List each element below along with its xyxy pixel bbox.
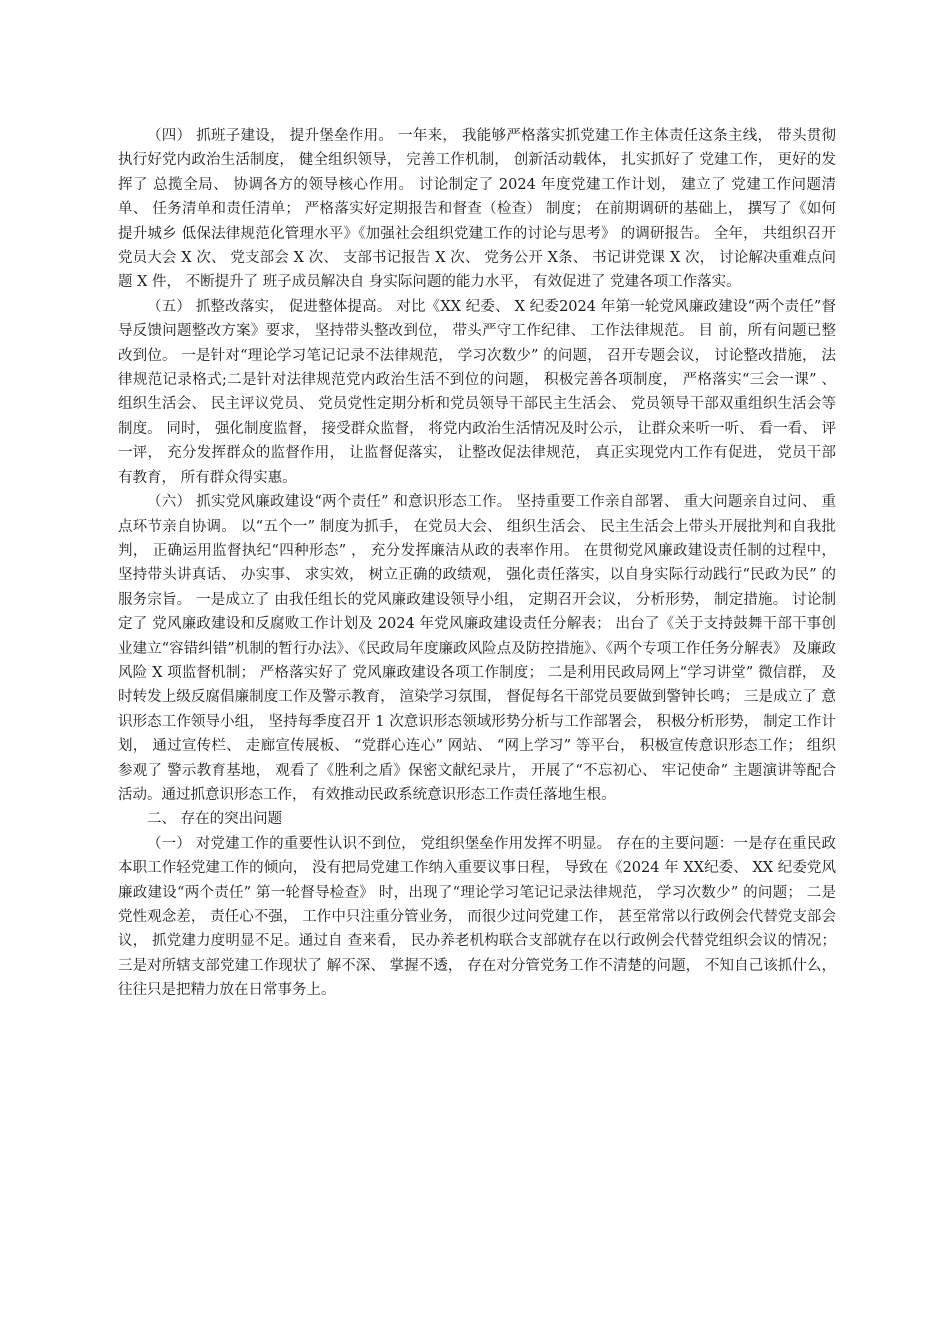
section-heading: 二、 存在的突出问题 bbox=[147, 811, 283, 828]
paragraph-6: （六） 抓实党风廉政建设“两个责任” 和意识形态工作。 坚持重要工作亲自部署、 重大问题亲自过问、 重点环节亲自协调。 以“五个一” 制度为抓手， 在党员大会、 组织生活会、 民主生活会上带头开展批判和自我批判， 正确运用监督执纪“四种形态” ， 充分发挥廉洁从政的表率作用。 在贯彻党风廉政建设责任制的过程中， 坚持带头讲真话、 办实事、 求实效， 树立正确的政绩观， 强化责任落实，以自身实际行动践行“民政为民” 的服务宗旨。 一是成立了 由我任组长的党风廉政建设领导小组， 定期召开会议， 分析形势， 制定措施。 讨论制定了 党风廉政建设和反腐败工作计划及 2024 年党风廉政建设责任分解表； 出台了《关于支持鼓舞干部干事创业建立“容错纠错”机制的暂行办法》、《民政局年度廉政风险点及防控措施》、《两个专项工作任务分解表》 及廉政风险 X 项监督机制； 严格落实好了 党风廉政建设各项工作制度； 二是利用民政局网上“学习讲堂” 微信群， 及时转发上级反腐倡廉制度工作及警示教育， 渲染学习氛围， 督促每名干部党员要做到警钟长鸣； 三是成立了 意识形态工作领导小组， 坚持每季度召开 1 次意识形态领域形势分析与工作部署会， 积极分析形势， 制定工作计划， 通过宣传栏、 走廊宣传展板、 “党群心连心” 网站、 “网上学习” 等平台， 积极宣传意识形态工作； 组织参观了 警示教育基地， 观看了《胜利之盾》保密文献纪录片， 开展了“不忘初心、 牢记使命” 主题演讲等配合活动。通过抓意识形态工作， 有效推动民政系统意识形态工作责任落地生根。 bbox=[118, 494, 836, 803]
paragraph-4: （四） 抓班子建设， 提升堡垒作用。 一年来， 我能够严格落实抓党建工作主体责任这条主线， 带头贯彻执行好党内政治生活制度， 健全组织领导， 完善工作机制， 创新活动载体， 扎实抓好了 党建工作， 更好的发挥了 总揽全局、 协调各方的领导核心作用。 讨论制定了 2024 年度党建工作计划， 建立了 党建工作问题清单、 任务清单和责任清单； 严格落实好定期报告和督查（检查） 制度； 在前期调研的基础上， 撰写了《如何提升城乡 低保法律规范化管理水平》《加强社会组织党建工作的讨论与思考》 的调研报告。 全年， 共组织召开党员大会 X 次、 党支部会 X 次、 支部书记报告 X 次、 党务公开 X条、 书记讲党课 X 次， 讨论解决重难点问题 X 件， 不断提升了 班子成员解决自 身实际问题的能力水平， 有效促进了 党建各项工作落实。 bbox=[118, 128, 836, 291]
paragraph-issue-1: （一） 对党建工作的重要性认识不到位， 党组织堡垒作用发挥不明显。 存在的主要问题：一是存在重民政本职工作轻党建工作的倾向， 没有把局党建工作纳入重要议事日程， 导致在《2024 年 XX纪委、 XX 纪委党风廉政建设“两个责任” 第一轮督导检查》 时，出现了“理论学习笔记记录法律规范， 学习次数少” 的问题； 二是党性观念差， 责任心不强， 工作中只注重分管业务， 而很少过问党建工作， 甚至常常以行政例会代替党支部会议， 抓党建力度明显不足。通过自 查来看， 民办养老机构联合支部就存在以行政例会代替党组织会议的情况； 三是对所辖支部党建工作现状了 解不深、 掌握不透， 存在对分管党务工作不清楚的问题， 不知自己该抓什么， 往往只是把精力放在日常事务上。 bbox=[118, 835, 836, 999]
document-page bbox=[118, 124, 836, 1003]
paragraph-5: （五） 抓整改落实， 促进整体提高。 对比《XX 纪委、 X 纪委2024 年第一轮党风廉政建设“两个责任”督导反馈问题整改方案》要求， 坚持带头整改到位， 带头严守工作纪律、 工作法律规范。 目 前，所有问题已整改到位。 一是针对“理论学习笔记记录不法律规范， 学习次数少” 的问题， 召开专题会议， 讨论整改措施， 法律规范记录格式;二是针对法律规范党内政治生活不到位的问题， 积极完善各项制度， 严格落实“三会一课” 、 组织生活会、 民主评议党员、 党员党性定期分析和党员领导干部民主生活会、 党员领导干部双重组织生活会等制度。 同时， 强化制度监督， 接受群众监督， 将党内政治生活情况及时公示， 让群众来听一听、 看一看、 评一评， 充分发挥群众的监督作用， 让监督促落实， 让整改促法律规范， 真正实现党内工作有促进， 党员干部有教育， 所有群众得实惠。 bbox=[118, 298, 836, 486]
